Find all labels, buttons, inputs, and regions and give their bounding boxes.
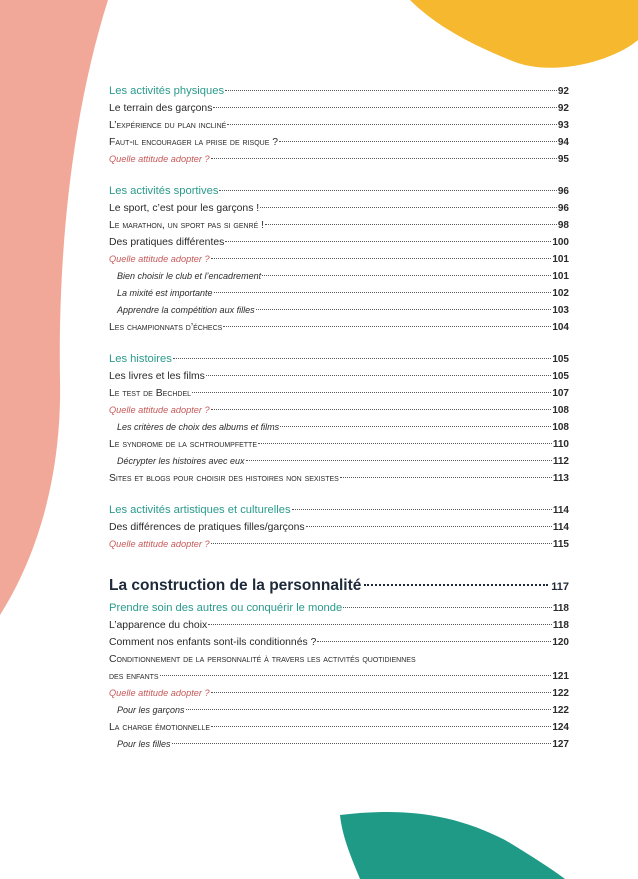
toc-entry-label: Apprendre la compétition aux filles (117, 305, 255, 315)
toc-page-number: 120 (552, 637, 569, 648)
toc-page-number: 127 (552, 739, 569, 750)
toc-entry-label: Comment nos enfants sont-ils conditionnés ? (109, 637, 317, 648)
toc-page-number: 112 (552, 456, 569, 467)
dot-leader (172, 743, 552, 744)
dot-leader (211, 543, 552, 544)
toc-page-number: 122 (552, 705, 569, 716)
toc-entry-label: Quelle attitude adopter ? (109, 254, 210, 264)
toc-entry-label: Faut-il encourager la prise de risque ? (109, 137, 279, 148)
toc-page-number: 124 (552, 722, 569, 733)
dot-leader (173, 358, 552, 359)
dot-leader (211, 158, 557, 159)
toc-page-number: 101 (552, 271, 569, 282)
toc-entry[interactable] (109, 385, 569, 402)
toc-entry-label: Des pratiques différentes (109, 237, 225, 248)
dot-leader (223, 326, 551, 327)
dot-leader (280, 426, 551, 427)
toc-entry-label: Des différences de pratiques filles/garçons (109, 522, 305, 533)
chapter-page-number: 117 (551, 581, 569, 593)
teal-leaf-shape (330, 800, 570, 879)
toc-entry[interactable] (109, 217, 569, 234)
dot-leader (262, 275, 551, 276)
dot-leader (211, 726, 551, 727)
toc-entry-label: La mixité est importante (117, 288, 213, 298)
toc-entry-label: L’apparence du choix (109, 620, 208, 631)
toc-page-number: 93 (557, 120, 569, 131)
dot-leader (213, 107, 556, 108)
dot-leader (211, 692, 552, 693)
toc-entry[interactable] (109, 319, 569, 336)
toc-page-number: 95 (557, 154, 569, 165)
toc-page-number: 105 (552, 354, 569, 365)
toc-entry[interactable] (109, 368, 569, 385)
dot-leader (206, 375, 551, 376)
toc-entry-label: Décrypter les histoires avec eux (117, 456, 245, 466)
toc-subentry[interactable] (109, 453, 569, 470)
toc-page-number: 121 (552, 671, 569, 682)
toc-page-number: 92 (557, 103, 569, 114)
toc-page-number: 98 (557, 220, 569, 231)
dot-leader (219, 190, 556, 191)
toc-subentry[interactable] (109, 268, 569, 285)
toc-page-number: 110 (552, 439, 569, 450)
toc-page-number: 100 (552, 237, 569, 248)
toc-entry-label: Quelle attitude adopter ? (109, 154, 210, 164)
toc-entry[interactable] (109, 151, 569, 168)
toc-entry-label: Le syndrome de la schtroumpfette (109, 439, 258, 450)
toc-subentry[interactable] (109, 736, 569, 753)
toc-entry-label: Les critères de choix des albums et films (117, 422, 280, 432)
toc-page-number: 103 (552, 305, 569, 316)
toc-page-number: 114 (552, 505, 569, 516)
toc-entry[interactable] (109, 634, 569, 651)
toc-entry-label: Quelle attitude adopter ? (109, 539, 210, 549)
toc-page-number: 108 (552, 405, 569, 416)
dot-leader (292, 509, 552, 510)
toc-entry[interactable] (109, 134, 569, 151)
toc-entry-label-line2: des enfants (109, 671, 159, 682)
toc-subentry[interactable] (109, 702, 569, 719)
toc-page-number: 105 (552, 371, 569, 382)
toc-entry-label: Le sport, c’est pour les garçons ! (109, 203, 260, 214)
toc-entry-label: Les activités artistiques et culturelles (109, 504, 291, 516)
toc-page-number: 96 (557, 203, 569, 214)
dot-leader (279, 141, 557, 142)
toc-entry[interactable] (109, 536, 569, 553)
toc-entry-label: Les histoires (109, 353, 172, 365)
toc-page-number: 94 (557, 137, 569, 148)
toc-entry-label: La charge émotionnelle (109, 722, 211, 733)
toc-page-number: 122 (552, 688, 569, 699)
dot-leader (343, 607, 552, 608)
toc-subentry[interactable] (109, 419, 569, 436)
toc-entry-label: Pour les filles (117, 739, 171, 749)
toc-section-heading[interactable] (109, 183, 569, 200)
toc-entry[interactable] (109, 470, 569, 487)
dot-leader (211, 258, 552, 259)
toc-entry-label: Prendre soin des autres ou conquérir le monde (109, 602, 343, 614)
toc-section-heading[interactable] (109, 600, 569, 617)
dot-leader (317, 641, 551, 642)
dot-leader (258, 443, 552, 444)
yellow-leaf-shape (400, 0, 638, 80)
toc-page-number: 96 (557, 186, 569, 197)
toc-page-number: 114 (552, 522, 569, 533)
toc-entry-label: Bien choisir le club et l’encadrement (117, 271, 262, 281)
chapter-heading[interactable] (109, 574, 569, 598)
toc-page-number: 113 (552, 473, 569, 484)
toc-entry-label: Les championnats d’échecs (109, 322, 223, 333)
dot-leader (225, 241, 551, 242)
table-of-contents (109, 83, 569, 753)
toc-entry-label: Le terrain des garçons (109, 103, 213, 114)
dot-leader (208, 624, 552, 625)
toc-entry[interactable] (109, 100, 569, 117)
toc-page-number: 92 (557, 86, 569, 97)
dot-leader (364, 584, 548, 586)
toc-entry[interactable] (109, 617, 569, 634)
toc-section-heading[interactable] (109, 502, 569, 519)
toc-entry[interactable] (109, 436, 569, 453)
toc-entry[interactable] (109, 234, 569, 251)
dot-leader (211, 409, 552, 410)
toc-entry[interactable] (109, 719, 569, 736)
dot-leader (340, 477, 552, 478)
toc-entry[interactable] (109, 117, 569, 134)
toc-entry[interactable] (109, 200, 569, 217)
dot-leader (265, 224, 557, 225)
dot-leader (306, 526, 552, 527)
toc-page-number: 118 (552, 620, 569, 631)
toc-entry-label: Les activités sportives (109, 185, 219, 197)
toc-page-number: 102 (552, 288, 569, 299)
toc-page-number: 118 (552, 603, 569, 614)
toc-page-number: 101 (552, 254, 569, 265)
dot-leader (260, 207, 557, 208)
toc-entry-label: Les activités physiques (109, 85, 225, 97)
toc-entry[interactable] (109, 402, 569, 419)
toc-page-number: 107 (552, 388, 569, 399)
toc-page-number: 115 (552, 539, 569, 550)
toc-entry-label: Le marathon, un sport pas si genré ! (109, 220, 265, 231)
dot-leader (227, 124, 557, 125)
chapter-title: La construction de la personnalité (109, 577, 362, 594)
dot-leader (225, 90, 557, 91)
dot-leader (256, 309, 552, 310)
pink-leaf-shape (0, 0, 120, 620)
toc-entry-label-line1[interactable]: Conditionnement de la personnalité à travers les activités quotidiennes (109, 654, 416, 665)
toc-subentry[interactable] (109, 285, 569, 302)
dot-leader (186, 709, 552, 710)
dot-leader (160, 675, 552, 676)
dot-leader (192, 392, 551, 393)
toc-section-heading[interactable] (109, 351, 569, 368)
toc-entry-label: Les livres et les films (109, 371, 205, 382)
toc-entry[interactable] (109, 519, 569, 536)
toc-entry-label: Pour les garçons (117, 705, 185, 715)
toc-entry[interactable] (109, 251, 569, 268)
toc-page-number: 108 (552, 422, 569, 433)
toc-entry-label: Quelle attitude adopter ? (109, 405, 210, 415)
toc-entry[interactable] (109, 685, 569, 702)
toc-entry[interactable] (109, 668, 569, 685)
toc-entry-label: Sites et blogs pour choisir des histoires non sexistes (109, 473, 339, 484)
toc-page-number: 104 (552, 322, 569, 333)
toc-entry-label: Quelle attitude adopter ? (109, 688, 210, 698)
toc-entry-label: L’expérience du plan incliné (109, 120, 227, 131)
toc-section-heading[interactable] (109, 83, 569, 100)
toc-entry-label: Le test de Bechdel (109, 388, 192, 399)
toc-subentry[interactable] (109, 302, 569, 319)
dot-leader (214, 292, 552, 293)
dot-leader (246, 460, 552, 461)
